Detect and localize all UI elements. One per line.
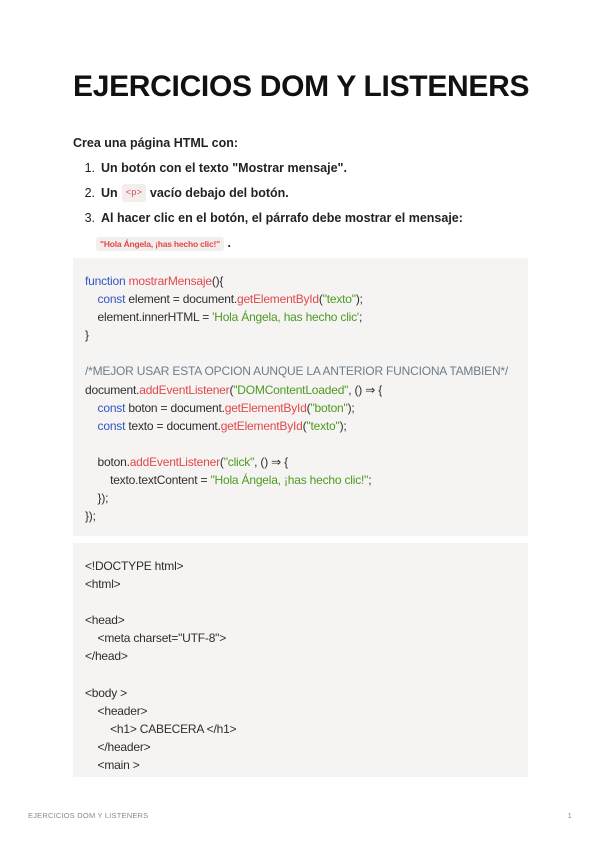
code-line xyxy=(85,575,528,593)
code-token: }); xyxy=(85,509,96,524)
code-line xyxy=(85,756,528,774)
code-token xyxy=(85,419,98,433)
code-token: 'Hola Ángela, has hecho clic' xyxy=(212,310,360,325)
code-token: ( xyxy=(229,382,234,397)
code-token: <h1> CABECERA </h1> xyxy=(85,721,237,736)
code-line xyxy=(85,435,528,453)
inline-code-message: "Hola Ángela, ¡has hecho clic!" xyxy=(96,237,224,251)
code-line xyxy=(85,290,528,308)
code-token: /*MEJOR USAR ESTA OPCION AUNQUE LA ANTERIOR FUNCIONA TAMBIEN*/ xyxy=(85,364,509,379)
code-line xyxy=(85,308,528,326)
code-token: <head> xyxy=(85,613,125,628)
code-token: , () ⇒ { xyxy=(348,382,383,397)
code-token: , () ⇒ { xyxy=(254,454,288,469)
code-token: const xyxy=(97,418,129,433)
list-item-text-after: vacío debajo del botón. xyxy=(149,186,289,200)
code-token: texto.textContent = xyxy=(85,473,211,488)
list-number: 3. xyxy=(84,211,95,225)
code-token: function xyxy=(85,274,129,288)
list-item xyxy=(73,160,463,185)
code-line xyxy=(85,489,528,507)
list-item xyxy=(73,210,463,235)
code-line xyxy=(85,272,528,290)
code-token: (){ xyxy=(211,274,224,288)
code-token: "texto" xyxy=(322,292,356,307)
code-token: element = document. xyxy=(128,292,237,307)
code-line xyxy=(85,647,528,665)
code-line xyxy=(85,684,528,702)
code-token: <header> xyxy=(85,703,148,718)
list-number: 2. xyxy=(84,186,95,200)
code-token: <body > xyxy=(85,685,127,700)
code-token: "DOMContentLoaded" xyxy=(233,382,349,397)
code-token: texto = document. xyxy=(128,418,221,433)
inline-code-p: <p> xyxy=(122,184,146,202)
code-line xyxy=(85,417,528,435)
code-token: const xyxy=(97,292,129,307)
code-line xyxy=(85,344,528,362)
code-token: const xyxy=(97,400,129,415)
code-token: "boton" xyxy=(310,400,348,415)
code-line xyxy=(85,738,528,756)
code-token: "texto" xyxy=(306,418,340,433)
list-item xyxy=(73,185,463,210)
page-title: EJERCICIOS DOM Y LISTENERS xyxy=(73,70,530,103)
code-line xyxy=(85,399,528,417)
intro-text: Crea una página HTML con: xyxy=(73,136,239,150)
code-line xyxy=(85,471,528,489)
code-token: <!DOCTYPE html> xyxy=(85,559,184,573)
footer-title: EJERCICIOS DOM Y LISTENERS xyxy=(28,811,149,820)
code-token: </head> xyxy=(85,649,128,664)
code-line xyxy=(85,557,528,575)
code-token: boton. xyxy=(85,454,130,469)
code-line xyxy=(85,666,528,684)
code-line xyxy=(85,381,528,399)
code-token: "click" xyxy=(223,454,255,469)
code-token: ( xyxy=(306,400,311,415)
code-token: getElementById xyxy=(220,418,303,433)
code-token: getElementById xyxy=(224,400,307,415)
code-line xyxy=(85,507,528,525)
code-token: } xyxy=(85,328,89,343)
code-token: ; xyxy=(368,473,372,488)
code-token: <html> xyxy=(85,577,121,592)
list-number: 1. xyxy=(84,161,95,175)
code-token xyxy=(85,292,98,306)
code-token: mostrarMensaje xyxy=(128,274,212,288)
code-token xyxy=(85,401,98,415)
code-token: document. xyxy=(85,382,140,397)
code-token: <main > xyxy=(85,758,140,773)
code-token: <meta charset="UTF-8"> xyxy=(85,631,227,646)
code-line xyxy=(85,629,528,647)
message-period: . xyxy=(227,236,231,250)
instruction-list xyxy=(73,160,463,235)
list-item-text: Un botón con el texto "Mostrar mensaje". xyxy=(101,161,347,175)
expected-message xyxy=(96,236,231,250)
code-block-javascript xyxy=(73,258,528,536)
list-item-text: Al hacer clic en el botón, el párrafo debe mostrar el mensaje: xyxy=(101,211,463,225)
code-line xyxy=(85,702,528,720)
code-token: boton = document. xyxy=(128,400,225,415)
code-token: ); xyxy=(355,292,363,307)
code-token: "Hola Ángela, ¡has hecho clic!" xyxy=(210,473,369,488)
code-token: ( xyxy=(318,292,323,307)
code-token: ( xyxy=(302,418,307,433)
code-token: ( xyxy=(219,454,224,469)
code-block-html xyxy=(73,543,528,777)
page-number: 1 xyxy=(567,811,572,820)
code-token: }); xyxy=(85,491,109,506)
code-token: ; xyxy=(359,310,363,325)
code-line xyxy=(85,611,528,629)
code-line xyxy=(85,453,528,471)
code-token: element.innerHTML = xyxy=(85,310,213,325)
code-line xyxy=(85,720,528,738)
code-line xyxy=(85,593,528,611)
code-token: ); xyxy=(339,418,347,433)
code-token: </header> xyxy=(85,739,151,754)
code-token: addEventListener xyxy=(129,454,220,469)
code-token: addEventListener xyxy=(139,382,230,397)
code-line xyxy=(85,362,528,380)
code-token: ); xyxy=(347,400,355,415)
code-line xyxy=(85,326,528,344)
code-token: getElementById xyxy=(236,292,319,307)
list-item-text-before: Un xyxy=(101,186,118,200)
